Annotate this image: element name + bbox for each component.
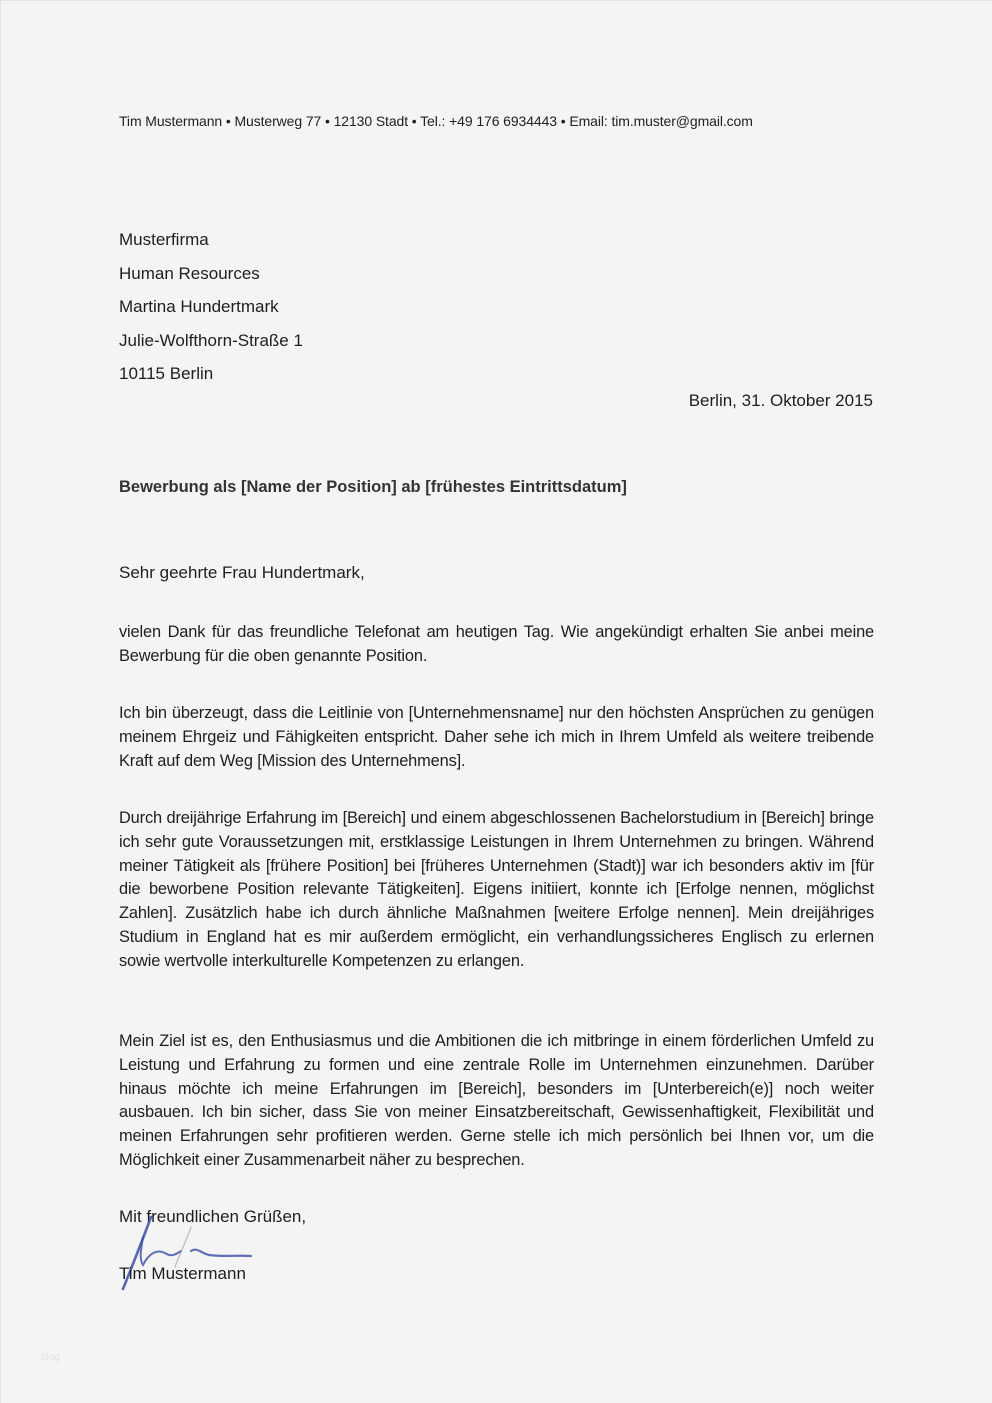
sender-line: Tim Mustermann • Musterweg 77 • 12130 Stadt • Tel.: +49 176 6934443 • Email: tim.muster@gmail.com <box>119 113 753 129</box>
closing: Mit freundlichen Grüßen, <box>119 1207 307 1226</box>
body-paragraph: Ich bin überzeugt, dass die Leitlinie von [Unternehmensname] nur den höchsten Ansprüchen zu genügen meinem Ehrgeiz und Fähigkeiten entspricht. Daher sehe ich mich in Ihrem Umfeld als weitere treibende Kraft auf dem Weg [Mission des Unternehmens]. <box>119 704 874 770</box>
recipient-city: 10115 Berlin <box>119 364 214 384</box>
salutation: Sehr geehrte Frau Hundertmark, <box>119 563 365 582</box>
recipient-department: Human Resources <box>119 263 260 283</box>
signer-name: Tim Mustermann <box>119 1264 246 1283</box>
body-paragraph: Durch dreijährige Erfahrung im [Bereich] und einem abgeschlossenen Bachelorstudium in [Bereich] bringe ich sehr gute Voraussetzungen mit, erstklassige Leistungen in Ihrem Unternehmen zu bringen. Während meiner Tätigkeit als [frühere Position] bei [früheres Unternehmen (Stadt)] war ich besonders aktiv im [für die beworbene Position relevante Tätigkeiten]. Eigens initiiert, konnte ich [Erfolge nennen, möglichst Zahlen]. Zusätzlich habe ich durch ähnliche Maßnahmen [weitere Erfolge nennen]. Mein dreijähriges Studium in England hat es mir außerdem ermöglicht, ein verhandlungssicheres Englisch zu erlernen sowie wertvolle interkulturelle Kompetenzen zu erlangen. <box>119 809 874 970</box>
letter-date: Berlin, 31. Oktober 2015 <box>688 391 873 410</box>
recipient-company: Musterfirma <box>119 230 209 249</box>
signature-icon <box>113 1209 263 1299</box>
subject-line: Bewerbung als [Name der Position] ab [frühestes Eintrittsdatum] <box>119 478 627 496</box>
body-paragraph: vielen Dank für das freundliche Telefonat am heutigen Tag. Wie angekündigt erhalten Sie anbei meine Bewerbung für die oben genannte Position. <box>119 623 874 665</box>
body-paragraph: Mein Ziel ist es, den Enthusiasmus und die Ambitionen die ich mitbringe in einem förderlichen Umfeld zu Leistung und Erfahrung zu formen und eine zentrale Rolle im Unternehmen einzunehmen. Darüber hinaus möchte ich meine Erfahrungen im [Bereich], besonders im [Unterbereich(e)] noch weiter ausbauen. Ich bin sicher, dass Sie von meiner Einsatzbereitschaft, Gewissenhaftigkeit, Flexibilität und meinen Erfahrungen sehr profitieren werden. Gerne stelle ich mich persönlich bei Ihnen vor, um die Möglichkeit einer Zusammenarbeit näher zu besprechen. <box>119 1032 874 1169</box>
recipient-contact: Martina Hundertmark <box>119 297 279 317</box>
watermark: blog <box>41 1352 60 1363</box>
recipient-address <box>119 223 303 391</box>
recipient-street: Julie-Wolfthorn-Straße 1 <box>119 330 303 350</box>
